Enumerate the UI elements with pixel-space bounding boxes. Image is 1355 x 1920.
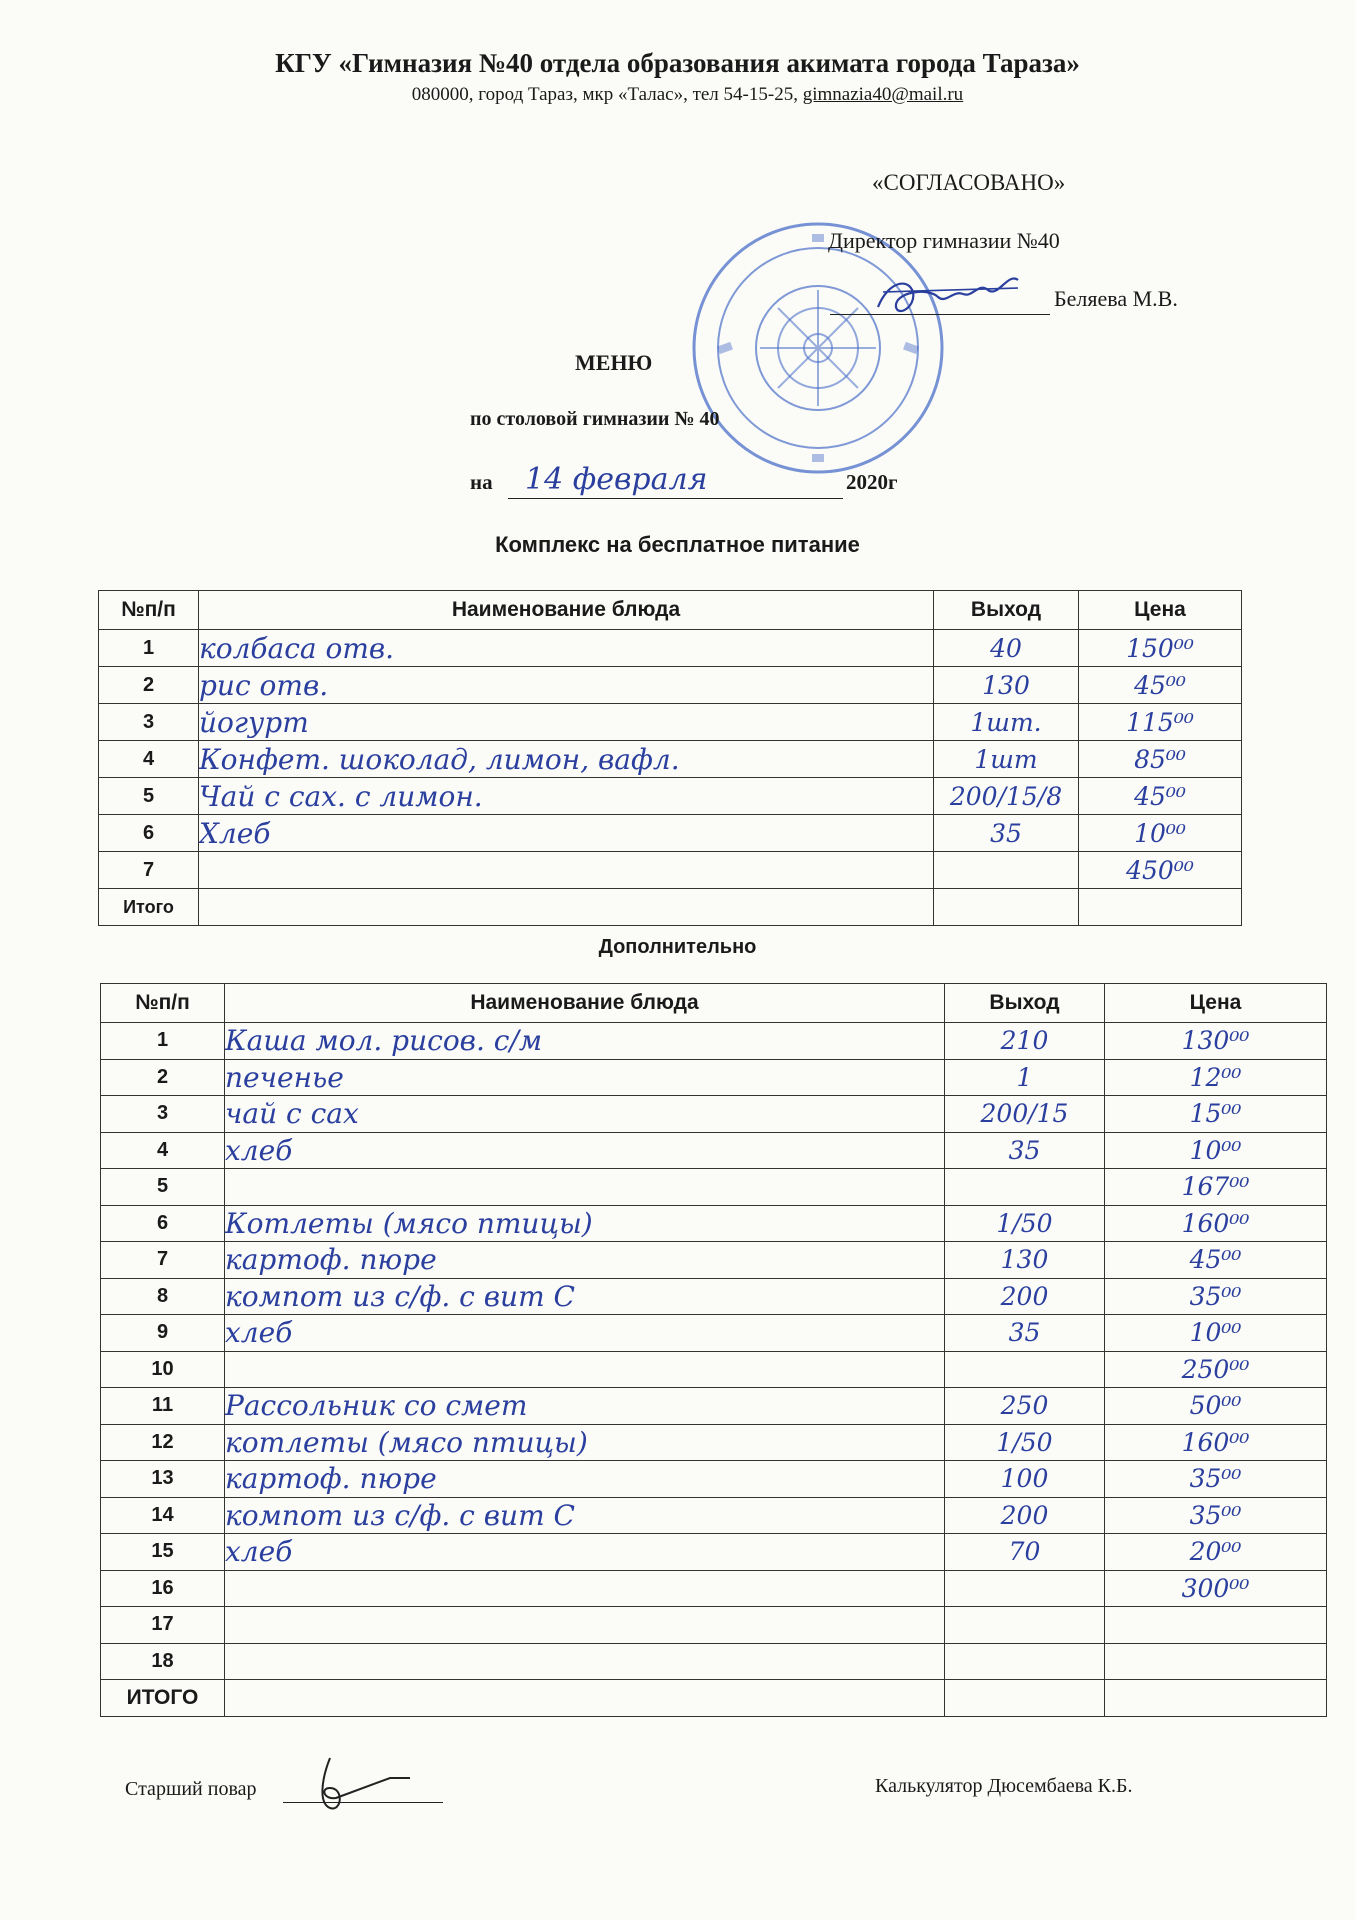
dish-name: Хлеб xyxy=(199,815,934,852)
row-number: 9 xyxy=(101,1315,225,1352)
row-number: 16 xyxy=(101,1570,225,1607)
row-number: 10 xyxy=(101,1351,225,1388)
dish-price: 10⁰⁰ xyxy=(1105,1132,1327,1169)
dish-yield: 40 xyxy=(934,630,1079,667)
dish-price: 45⁰⁰ xyxy=(1105,1242,1327,1279)
row-number: 3 xyxy=(99,704,199,741)
row-number: 12 xyxy=(101,1424,225,1461)
dish-price: 130⁰⁰ xyxy=(1105,1023,1327,1060)
dish-name xyxy=(225,1169,945,1206)
total-empty-cell xyxy=(945,1680,1105,1717)
director-signature-icon xyxy=(868,262,1028,332)
table-header-row xyxy=(99,591,1242,630)
dish-name: Рассольник со смет xyxy=(225,1388,945,1425)
row-number: 6 xyxy=(99,815,199,852)
total-empty-cell xyxy=(934,889,1079,926)
row-number: 18 xyxy=(101,1643,225,1680)
dish-price: 45⁰⁰ xyxy=(1079,778,1242,815)
dish-price: 160⁰⁰ xyxy=(1105,1205,1327,1242)
row-number: 7 xyxy=(101,1242,225,1279)
dish-price: 10⁰⁰ xyxy=(1105,1315,1327,1352)
dish-yield: 100 xyxy=(945,1461,1105,1498)
dish-price: 167⁰⁰ xyxy=(1105,1169,1327,1206)
table-row xyxy=(99,778,1242,815)
dish-yield: 1/50 xyxy=(945,1205,1105,1242)
dish-name: компот из с/ф. с вит С xyxy=(225,1497,945,1534)
dish-price: 150⁰⁰ xyxy=(1079,630,1242,667)
dish-price: 12⁰⁰ xyxy=(1105,1059,1327,1096)
row-number: 1 xyxy=(101,1023,225,1060)
dish-price: 20⁰⁰ xyxy=(1105,1534,1327,1571)
row-number: 4 xyxy=(99,741,199,778)
table-total-row xyxy=(99,889,1242,926)
column-header-dish: Наименование блюда xyxy=(225,984,945,1023)
column-header-yield: Выход xyxy=(945,984,1105,1023)
table-row xyxy=(101,1059,1327,1096)
dish-yield xyxy=(945,1351,1105,1388)
dish-yield: 200 xyxy=(945,1278,1105,1315)
date-suffix: 2020г xyxy=(846,470,898,494)
table-row xyxy=(101,1534,1327,1571)
table-row xyxy=(101,1351,1327,1388)
menu-title: МЕНЮ xyxy=(575,350,653,375)
table-row xyxy=(99,704,1242,741)
dish-yield: 130 xyxy=(945,1242,1105,1279)
table-row xyxy=(101,1643,1327,1680)
dish-price: 10⁰⁰ xyxy=(1079,815,1242,852)
row-number: 7 xyxy=(99,852,199,889)
address-text: 080000, город Тараз, мкр «Талас», тел 54-15-25, xyxy=(411,84,803,105)
row-number: 2 xyxy=(99,667,199,704)
director-title: Директор гимназии №40 xyxy=(828,228,1060,253)
table-row xyxy=(101,1096,1327,1133)
complex-section-title: Комплекс на бесплатное питание xyxy=(495,532,860,557)
dish-yield: 210 xyxy=(945,1023,1105,1060)
dish-name xyxy=(225,1570,945,1607)
dish-name xyxy=(225,1643,945,1680)
column-header-number: №п/п xyxy=(101,984,225,1023)
dish-name: хлеб xyxy=(225,1534,945,1571)
table-row xyxy=(101,1607,1327,1644)
table-row xyxy=(101,1461,1327,1498)
dish-name: йогурт xyxy=(199,704,934,741)
table-row xyxy=(99,630,1242,667)
column-header-number: №п/п xyxy=(99,591,199,630)
dish-price: 45⁰⁰ xyxy=(1079,667,1242,704)
dish-yield: 130 xyxy=(934,667,1079,704)
dish-yield: 35 xyxy=(934,815,1079,852)
total-empty-cell xyxy=(225,1680,945,1717)
dish-name xyxy=(199,852,934,889)
dish-yield xyxy=(934,852,1079,889)
table-row xyxy=(101,1278,1327,1315)
dish-name: картоф. пюре xyxy=(225,1461,945,1498)
head-cook-label: Старший повар xyxy=(125,1778,257,1800)
dish-name: котлеты (мясо птицы) xyxy=(225,1424,945,1461)
director-name: Беляева М.В. xyxy=(1054,286,1178,311)
row-number: 1 xyxy=(99,630,199,667)
official-seal-stamp-icon xyxy=(688,218,948,478)
row-number: 5 xyxy=(101,1169,225,1206)
dish-yield xyxy=(945,1643,1105,1680)
column-header-price: Цена xyxy=(1079,591,1242,630)
dish-name: картоф. пюре xyxy=(225,1242,945,1279)
dish-price: 300⁰⁰ xyxy=(1105,1570,1327,1607)
total-label: ИТОГО xyxy=(101,1680,225,1717)
table-header-row xyxy=(101,984,1327,1023)
organization-address xyxy=(0,84,1355,106)
dish-price: 35⁰⁰ xyxy=(1105,1461,1327,1498)
row-number: 15 xyxy=(101,1534,225,1571)
dish-yield: 1шт xyxy=(934,741,1079,778)
row-number: 13 xyxy=(101,1461,225,1498)
dish-name: Конфет. шоколад, лимон, вафл. xyxy=(199,741,934,778)
total-empty-cell xyxy=(1079,889,1242,926)
row-number: 17 xyxy=(101,1607,225,1644)
dish-price: 15⁰⁰ xyxy=(1105,1096,1327,1133)
dish-price: 250⁰⁰ xyxy=(1105,1351,1327,1388)
dish-name: рис отв. xyxy=(199,667,934,704)
extra-menu-table xyxy=(100,983,1327,1717)
row-number: 3 xyxy=(101,1096,225,1133)
dish-name: чай с сах xyxy=(225,1096,945,1133)
table-row xyxy=(99,667,1242,704)
row-number: 6 xyxy=(101,1205,225,1242)
row-number: 11 xyxy=(101,1388,225,1425)
column-header-yield: Выход xyxy=(934,591,1079,630)
total-label: Итого xyxy=(99,889,199,926)
table-row xyxy=(101,1023,1327,1060)
dish-yield xyxy=(945,1570,1105,1607)
dish-price: 85⁰⁰ xyxy=(1079,741,1242,778)
dish-price: 35⁰⁰ xyxy=(1105,1497,1327,1534)
dish-yield: 1/50 xyxy=(945,1424,1105,1461)
table-row xyxy=(101,1315,1327,1352)
dish-name: Каша мол. рисов. с/м xyxy=(225,1023,945,1060)
dish-name: колбаса отв. xyxy=(199,630,934,667)
table-row xyxy=(99,741,1242,778)
date-value: 14 февраля xyxy=(525,462,708,497)
dish-name xyxy=(225,1351,945,1388)
row-number: 4 xyxy=(101,1132,225,1169)
menu-subtitle: по столовой гимназии № 40 xyxy=(470,408,720,430)
complex-menu-table xyxy=(98,590,1242,926)
dish-price xyxy=(1105,1643,1327,1680)
table-row xyxy=(101,1497,1327,1534)
dish-price: 160⁰⁰ xyxy=(1105,1424,1327,1461)
dish-price: 450⁰⁰ xyxy=(1079,852,1242,889)
head-cook-signature-icon xyxy=(300,1748,420,1818)
table-row xyxy=(101,1570,1327,1607)
dish-yield: 200 xyxy=(945,1497,1105,1534)
dish-yield: 250 xyxy=(945,1388,1105,1425)
column-header-price: Цена xyxy=(1105,984,1327,1023)
calculator-label: Калькулятор Дюсембаева К.Б. xyxy=(875,1775,1133,1797)
table-row xyxy=(99,852,1242,889)
date-prefix: на xyxy=(470,470,493,494)
table-row xyxy=(101,1169,1327,1206)
row-number: 2 xyxy=(101,1059,225,1096)
dish-yield: 35 xyxy=(945,1315,1105,1352)
dish-name: Чай с сах. с лимон. xyxy=(199,778,934,815)
total-empty-cell xyxy=(199,889,934,926)
extra-section-title: Дополнительно xyxy=(598,936,757,958)
table-row xyxy=(101,1205,1327,1242)
dish-yield: 35 xyxy=(945,1132,1105,1169)
dish-yield: 200/15/8 xyxy=(934,778,1079,815)
table-row xyxy=(101,1388,1327,1425)
table-row xyxy=(101,1424,1327,1461)
dish-name: хлеб xyxy=(225,1132,945,1169)
dish-yield: 200/15 xyxy=(945,1096,1105,1133)
dish-price: 115⁰⁰ xyxy=(1079,704,1242,741)
dish-name: хлеб xyxy=(225,1315,945,1352)
dish-yield xyxy=(945,1169,1105,1206)
table-total-row xyxy=(101,1680,1327,1717)
dish-yield: 70 xyxy=(945,1534,1105,1571)
row-number: 8 xyxy=(101,1278,225,1315)
dish-price xyxy=(1105,1607,1327,1644)
table-row xyxy=(99,815,1242,852)
row-number: 14 xyxy=(101,1497,225,1534)
table-row xyxy=(101,1132,1327,1169)
table-row xyxy=(101,1242,1327,1279)
row-number: 5 xyxy=(99,778,199,815)
column-header-dish: Наименование блюда xyxy=(199,591,934,630)
dish-name: компот из с/ф. с вит С xyxy=(225,1278,945,1315)
total-empty-cell xyxy=(1105,1680,1327,1717)
dish-price: 35⁰⁰ xyxy=(1105,1278,1327,1315)
dish-yield: 1шт. xyxy=(934,704,1079,741)
dish-price: 50⁰⁰ xyxy=(1105,1388,1327,1425)
email-link[interactable]: gimnazia40@mail.ru xyxy=(802,84,964,105)
dish-name xyxy=(225,1607,945,1644)
dish-name: печенье xyxy=(225,1059,945,1096)
organization-title: КГУ «Гимназия №40 отдела образования акимата города Тараза» xyxy=(275,48,1080,78)
approval-label: «СОГЛАСОВАНО» xyxy=(872,170,1066,195)
dish-yield: 1 xyxy=(945,1059,1105,1096)
dish-name: Котлеты (мясо птицы) xyxy=(225,1205,945,1242)
dish-yield xyxy=(945,1607,1105,1644)
